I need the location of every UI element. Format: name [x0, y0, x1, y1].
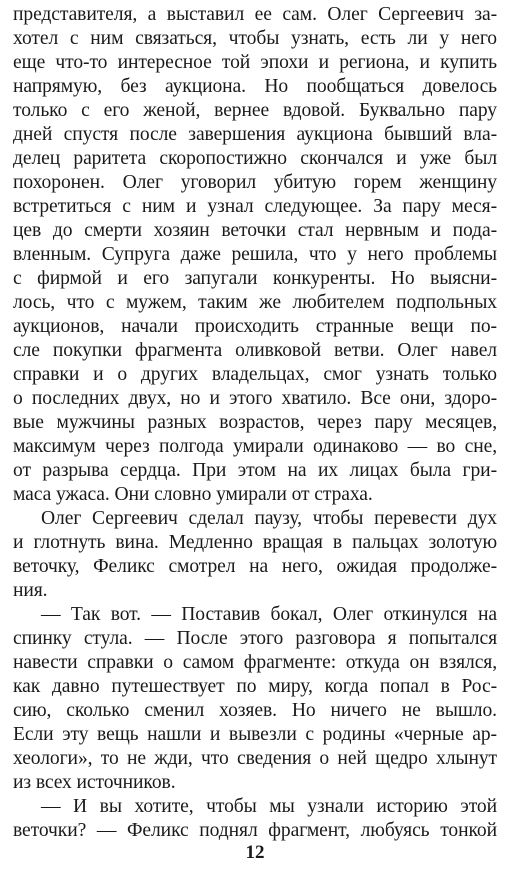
text-line: навести справки о самом фрагменте: откуда он взялся, — [13, 652, 497, 673]
text-line: маса ужаса. Они словно умирали от страха. — [13, 484, 373, 505]
text-line: — Так вот. — Поставив бокал, Олег откинулся на — [41, 604, 497, 625]
text-line: ния. — [13, 580, 48, 601]
text-line: максимум через полгода умирали одинаково — во сне, — [13, 436, 497, 457]
text-line: Олег Сергеевич сделал паузу, чтобы перевести дух — [41, 508, 497, 529]
text-line: сле покупки фрагмента оливковой ветви. Олег навел — [13, 340, 497, 361]
text-line: хотел с ним связаться, чтобы узнать, есть ли у него — [13, 28, 497, 49]
text-line: и глотнуть вина. Медленно вращая в пальцах золотую — [13, 532, 497, 553]
text-line: похоронен. Олег уговорил убитую горем женщину — [13, 172, 497, 193]
text-line: от разрыва сердца. При этом на их лицах была гри- — [13, 460, 497, 481]
text-line: спинку стула. — После этого разговора я попытался — [13, 628, 497, 649]
text-line: справки и о других владельцах, смог узнать только — [13, 364, 497, 385]
text-line: делец раритета скоропостижно скончался и уже был — [13, 148, 497, 169]
text-line: только с его женой, вернее вдовой. Буквально пару — [13, 100, 497, 121]
text-line: сию, сколько сменил хозяев. Но ничего не вышло. — [13, 700, 497, 721]
text-line: с фирмой и его запугали конкуренты. Но выясни- — [13, 268, 497, 289]
text-line: веточки? — Феликс поднял фрагмент, любуясь тонкой — [13, 820, 497, 841]
text-line: аукционов, начали происходить странные вещи по- — [13, 316, 497, 337]
text-line: вленным. Супруга даже решила, что у него проблемы — [13, 244, 497, 265]
text-line: о последних двух, но и этого хватило. Все они, здоро- — [13, 388, 497, 409]
text-line: еще что-то интересное той эпохи и региона, и купить — [13, 52, 497, 73]
text-line: хеологи», то не жди, что сведения о ней щедро хлынут — [13, 748, 497, 769]
text-line: Если эту вещь нашли и вывезли с родины «черные ар- — [13, 724, 497, 745]
text-line: цев до смерти хозяин веточки стал нервным и пода- — [13, 220, 497, 241]
text-line: встретиться с ним и узнал следующее. За пару меся- — [13, 196, 497, 217]
text-line: напрямую, без аукциона. Но пообщаться довелось — [13, 76, 497, 97]
text-line: веточку, Феликс смотрел на него, ожидая продолже- — [13, 556, 497, 577]
book-page — [13, 0, 497, 876]
text-line: — И вы хотите, чтобы мы узнали историю этой — [41, 796, 497, 817]
text-line: представителя, а выставил ее сам. Олег Сергеевич за- — [13, 4, 497, 25]
page-number: 12 — [245, 842, 265, 863]
text-line: из всех источников. — [13, 772, 176, 793]
text-line: дней спустя после завершения аукциона бывший вла- — [13, 124, 497, 145]
text-line: вые мужчины разных возрастов, через пару месяцев, — [13, 412, 497, 433]
text-line: как давно путешествует по миру, когда попал в Рос- — [13, 676, 497, 697]
text-line: лось, что с мужем, таким же любителем подпольных — [13, 292, 497, 313]
